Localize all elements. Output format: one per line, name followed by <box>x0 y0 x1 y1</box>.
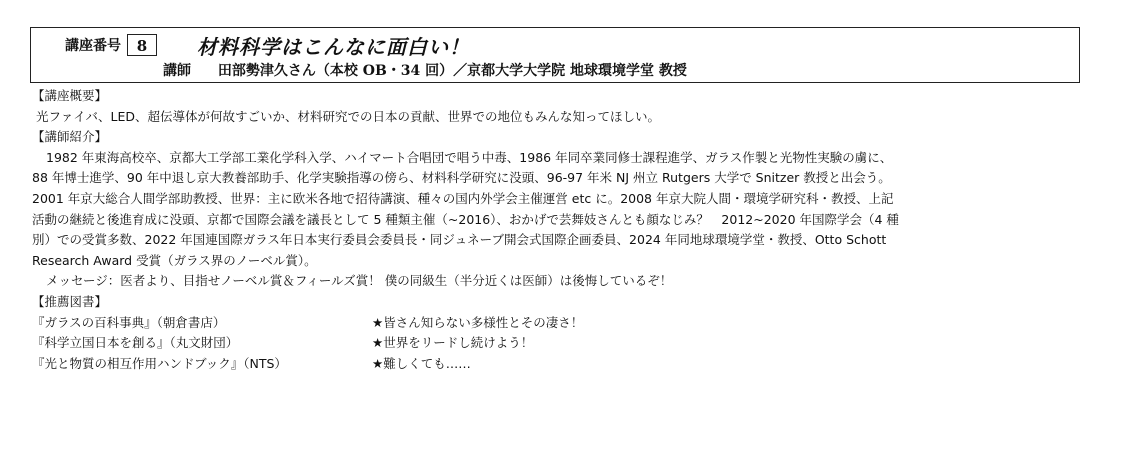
course-header <box>30 27 1080 83</box>
introduction-heading: 【講師紹介】 <box>32 129 108 145</box>
book-comment: ★世界をリードし続けよう！ <box>372 335 534 351</box>
book-comment: ★皆さん知らない多様性とその凄さ！ <box>372 314 584 330</box>
book-title: 『科学立国日本を創る』（丸文財団） <box>32 335 239 351</box>
books-heading: 【推薦図書】 <box>32 293 108 309</box>
book-item <box>32 333 1102 354</box>
lecturer-bio <box>32 148 1102 272</box>
bio-line: Research Award 受賞（ガラス界のノーベル賞）。 <box>32 252 317 268</box>
bio-line: 活動の継続と後進育成に没頭、京都で国際会議を議長として 5 種類主催（~2016）、おかげで芸舞妓さんとも顔なじみ？ 2012~2020 年国際学会（4 種 <box>32 211 899 227</box>
bio-line: 1982 年東海高校卒、京都大工学部工業化学科入学、ハイマート合唱団で唱う中毒、1986 年同卒業同修士課程進学、ガラス作製と光物性実験の虜に、 <box>46 149 893 165</box>
course-body <box>32 86 1102 374</box>
course-header-row <box>65 33 470 57</box>
overview-heading: 【講座概要】 <box>32 88 108 103</box>
lecturer-row <box>163 60 687 80</box>
bio-line: 別）での受賞多数、2022 年国連国際ガラス年日本実行委員会委員長・同ジュネーブ開会式国際企画委員、2024 年同地球環境学堂・教授、Otto Schott <box>32 232 887 248</box>
bio-line: 2001 年京大総合人間学部助教授、世界：主に欧米各地で招待講演、種々の国内外学会主催運営 etc に。2008 年京大院人間・環境学研究科・教授、上記 <box>32 190 894 206</box>
book-title: 『ガラスの百科事典』（朝倉書店） <box>32 314 226 330</box>
course-number-box: 8 <box>127 34 157 56</box>
lecturer-info: 田部勢津久さん（本校 OB・34 回）／京都大学大学院 地球環境学堂 教授 <box>217 63 687 79</box>
lecturer-message: メッセージ：医者より、目指せノーベル賞＆フィールズ賞！ 僕の同級生（半分近くは医師）は後悔しているぞ！ <box>46 273 673 289</box>
book-title: 『光と物質の相互作用ハンドブック』（NTS） <box>32 355 287 371</box>
course-number-label: 講座番号 <box>65 38 121 54</box>
bio-line: 88 年博士進学、90 年中退し京大教養部助手、化学実験指導の傍ら、材料科学研究に没頭、96-97 年米 NJ 州立 Rutgers 大学で Snitzer 教授と出会う。 <box>32 170 891 186</box>
book-item <box>32 313 1102 334</box>
course-title: 材料科学はこんなに面白い！ <box>197 34 470 59</box>
book-item <box>32 354 1102 375</box>
overview-text: 光ファイバ、LED、超伝導体が何故すごいか、材料研究での日本の貢献、世界での地位もみんな知ってほしい。 <box>36 108 660 124</box>
lecturer-label: 講師 <box>163 63 191 79</box>
book-comment: ★難しくても…… <box>372 355 471 371</box>
